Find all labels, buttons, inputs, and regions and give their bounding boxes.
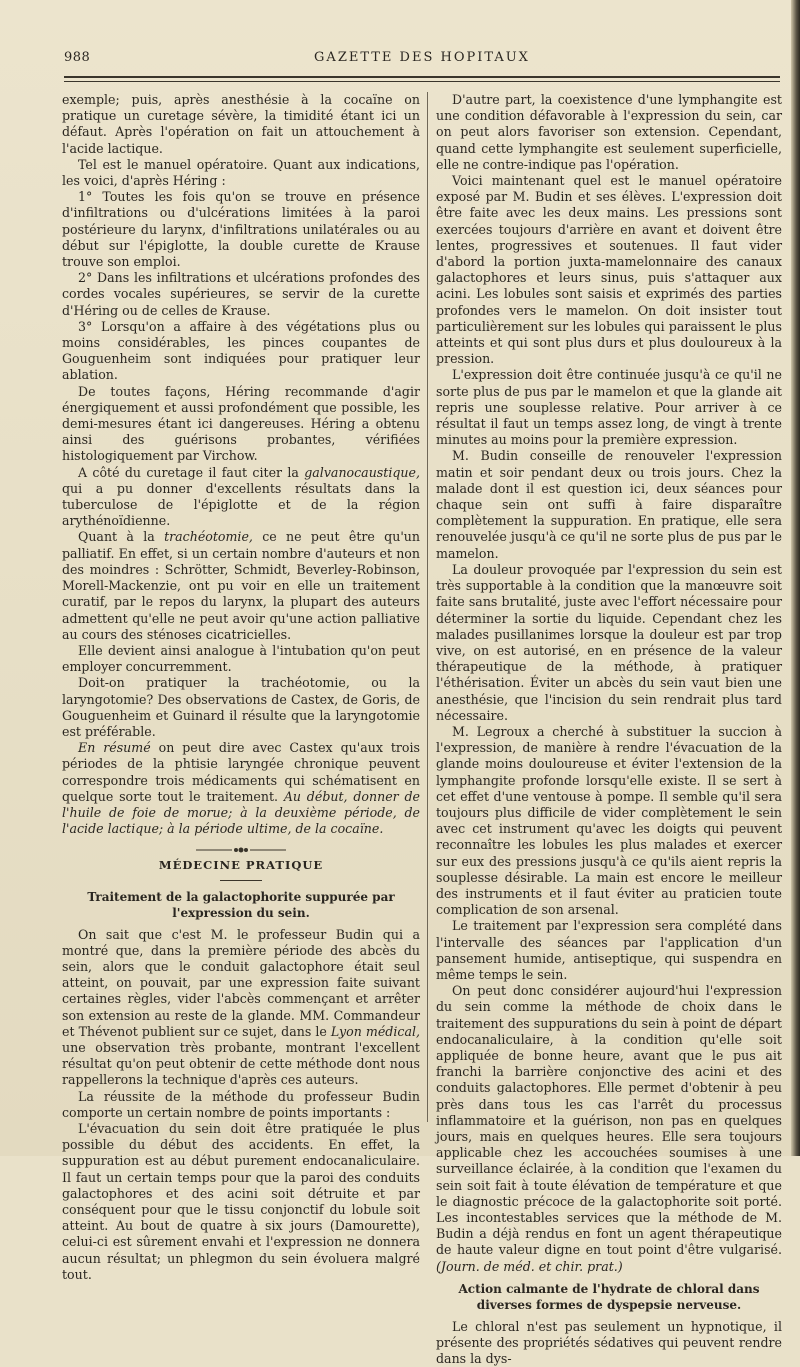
text-span: Quant à la	[78, 529, 165, 545]
page-binding-edge	[791, 0, 800, 1156]
paragraph: 2° Dans les infiltrations et ulcérations profondes des cordes vocales supérieures, se servir de la curette d'Héring ou de celles de Krause.	[62, 270, 420, 318]
page-number: 988	[64, 50, 91, 65]
paragraph	[436, 983, 782, 1275]
paragraph: M. Legroux a cherché à substituer la succion à l'expression, de manière à rendre l'évacuation de la glande moins douloureuse et éviter l'extension de la lymphangite profonde lorsqu'elle existe. Il se sert à cet effet d'une ventouse à pompe. Il semble qu'il sera toujours plus difficile de vider complètement le sein avec cet instrument qu'avec les doigts qui peuvent reconnaître les lobules les plus malades et exercer sur eux des pressions jusqu'à ce qu'ils aient repris la souplesse désirable. La main est encore le meilleur des instruments et il faut éviter au praticien toute complication de son arsenal.	[436, 723, 782, 918]
paragraph: 1° Toutes les fois qu'on se trouve en présence d'infiltrations ou d'ulcérations limitées à la paroi postérieure du larynx, d'infiltrations unilatérales ou au début sur l'épiglotte, la double curette de Krause trouve son emploi.	[62, 189, 420, 270]
paragraph	[62, 927, 420, 1089]
column-divider	[427, 92, 428, 1122]
paragraph: D'autre part, la coexistence d'une lymphangite est une condition défavorable à l'expression du sein, car on peut alors favoriser son extension. Cependant, quand cette lymphangite est seulement superficielle, elle ne contre-indique pas l'opération.	[436, 92, 782, 172]
text-span: A côté du curetage il faut citer la	[78, 464, 305, 480]
paragraph: Elle devient ainsi analogue à l'intubation qu'on peut employer concurremment.	[62, 642, 420, 675]
paragraph	[62, 529, 420, 642]
text-span: On peut donc considérer aujourd'hui l'expression du sein comme la méthode de choix dans le traitement des suppurations du sein à point de départ endocanaliculaire, à la condition qu'elle soit appliquée de bonne heure, avant que le pus ait franchi la barrière conjonctive des acini et des conduits galactophores. Elle permet d'obtenir à peu près dans tous les cas l'arrêt du processus inflammatoire et la guérison, non pas en quelques jours, mais en quelques heures. Elle sera toujours applicable chez les accouchées soumises à une surveillance éclairée, à la condition que l'examen du sein soit fait à toute élévation de température et que le diagnostic précoce de la galactophorite soit porté. Les incontestables services que la méthode de M. Budin a déjà rendus en font un agent thérapeutique de haute valeur digne en tout point d'être vulgarisé.	[436, 983, 782, 1258]
left-column	[62, 92, 421, 1282]
paragraph: exemple; puis, après anesthésie à la cocaïne on pratique un curetage sévère, la timidité étant ici un défaut. Après l'opération on fait un attouchement à l'acide lactique.	[62, 92, 420, 156]
italic-passage: Au début, donner de l'huile de foie de morue; à la deuxième période, de l'acide lactique; à la période ultime, de la cocaïne.	[62, 788, 420, 837]
page-header	[64, 50, 780, 72]
italic-term: En résumé	[78, 740, 151, 756]
heading-rule	[220, 880, 262, 881]
paragraph: La douleur provoquée par l'expression du sein est très supportable à la condition que la manœuvre soit faite sans brutalité, juste avec l'effort nécessaire pour déterminer la sortie du liquide. Cependant chez les malades pusillanimes lorsque la douleur est par trop vive, on est autorisé, en en présence de la valeur thérapeutique de la méthode, à pratiquer l'éthérisation. Éviter un abcès du sein vaut bien une anesthésie, que l'incision du sein rendrait plus tard nécessaire.	[436, 561, 782, 723]
section-ornament	[196, 847, 286, 853]
journal-title: GAZETTE DES HOPITAUX	[314, 50, 530, 65]
italic-term: trachéotomie,	[164, 529, 253, 545]
paragraph: L'expression doit être continuée jusqu'à ce qu'il ne sorte plus de pus par le mamelon et que la glande ait repris une souplesse relative. Pour arriver à ce résultat il faut un temps assez long, de vingt à trente minutes au moins pour la première expression.	[436, 367, 782, 448]
section-heading: MÉDECINE PRATIQUE	[158, 858, 324, 873]
paragraph: Le traitement par l'expression sera complété dans l'intervalle des séances par l'application d'un pansement humide, antiseptique, qui suspendra en même temps le sein.	[436, 918, 782, 982]
citation: (Journ. de méd. et chir. prat.)	[436, 1258, 623, 1274]
text-span: on peut dire avec Castex qu'aux trois périodes de la phtisie laryngée chronique peuvent correspondre trois médicaments qui schématisent en quelque sorte tout le traitement.	[62, 740, 421, 804]
paragraph: Voici maintenant quel est le manuel opératoire exposé par M. Budin et ses élèves. L'expression doit être faite avec les deux mains. Les pressions sont exercées toujours d'arrière en avant et doivent être lentes, progressives et soutenues. Il faut vider d'abord la portion juxta-mamelonnaire des canaux galactophores et leurs sinus, puis s'attaquer aux acini. Les lobules sont saisis et exprimés des parties profondes vers le mamelon. On doit insister tout particulièrement sur les lobules qui paraissent le plus atteints et qui sont plus durs et plus douloureux à la pression.	[436, 173, 782, 367]
article-title: Traitement de la galactophorite suppurée par l'expression du sein.	[87, 889, 395, 920]
paragraph: L'évacuation du sein doit être pratiquée le plus possible du début des accidents. En effet, la suppuration est au début purement endocanaliculaire. Il faut un certain temps pour que la paroi des conduits galactophores et des acini soit détruite et par conséquent pour que le tissu conjonctif du lobule soit atteint. Au bout de quatre à six jours (Damourette), celui-ci est sûrement envahi et l'expression ne donnera aucun résultat; un phlegmon du sein évoluera malgré tout.	[62, 1120, 420, 1282]
paragraph: De toutes façons, Héring recommande d'agir énergiquement et aussi profondément que possible, les demi-mesures étant ici dangereuses. Héring a obtenu ainsi des guérisons probantes, vérifiées histologiquement par Virchow.	[62, 383, 420, 464]
paragraph	[62, 740, 420, 837]
text-span: On sait que c'est M. le professeur Budin qui a montré que, dans la première période des abcès du sein, alors que le conduit galactophore était seul atteint, on pouvait, par une expression faite suivant certaines règles, vider l'abcès commençant et arrêter son extension au reste de la glande. MM. Commandeur et Thévenot publient sur ce sujet, dans le	[62, 926, 420, 1039]
text-span: une observation très probante, montrant l'excellent résultat qu'on peut obtenir de cette méthode dont nous rappellerons la technique d'après ces auteurs.	[62, 1039, 420, 1088]
header-rule-thin	[64, 81, 780, 82]
paragraph: M. Budin conseille de renouveler l'expression matin et soir pendant deux ou trois jours. Chez la malade dont il est question ici, deux séances pour chaque sein ont suffi à faire disparaître complètement la suppuration. En pratique, elle sera renouvelée jusqu'à ce qu'il ne sorte plus de pus par le mamelon.	[436, 448, 782, 561]
paragraph: Tel est le manuel opératoire. Quant aux indications, les voici, d'après Héring :	[62, 156, 420, 189]
article-title: Action calmante de l'hydrate de chloral dans diverses formes de dyspepsie nerveuse.	[458, 1281, 760, 1312]
italic-term: Lyon médical,	[330, 1023, 420, 1039]
header-rule-thick	[64, 76, 780, 78]
paragraph: Doit-on pratiquer la trachéotomie, ou la laryngotomie? Des observations de Castex, de Goris, de Gouguenheim et Guinard il résulte que la laryngotomie est préférable.	[62, 675, 420, 739]
paragraph: Le chloral n'est pas seulement un hypnotique, il présente des propriétés sédatives qui peuvent rendre dans la dys-	[436, 1318, 782, 1367]
paragraph: La réussite de la méthode du professeur Budin comporte un certain nombre de points importants :	[62, 1088, 420, 1120]
paragraph: 3° Lorsqu'on a affaire à des végétations plus ou moins considérables, les pinces coupantes de Gouguenheim sont indiquées pour pratiquer leur ablation.	[62, 318, 420, 383]
italic-term: galvanocaustique,	[304, 464, 420, 480]
paragraph	[62, 465, 420, 530]
text-span: ce ne peut être qu'un palliatif. En effet, si un certain nombre d'auteurs et non des moindres : Schrötter, Schmidt, Beverley-Robinson, Morell-Mackenzie, ont pu voir en elle un traitement curatif, par le repos du larynx, la plupart des auteurs admettent qu'elle ne peut avoir qu'une action palliative au cours des sténoses cicatricielles.	[62, 529, 421, 642]
text-span: qui a pu donner d'excellents résultats dans la tuberculose de l'épiglotte et de la région arythénoïdienne.	[62, 480, 420, 529]
right-column	[436, 92, 782, 1367]
